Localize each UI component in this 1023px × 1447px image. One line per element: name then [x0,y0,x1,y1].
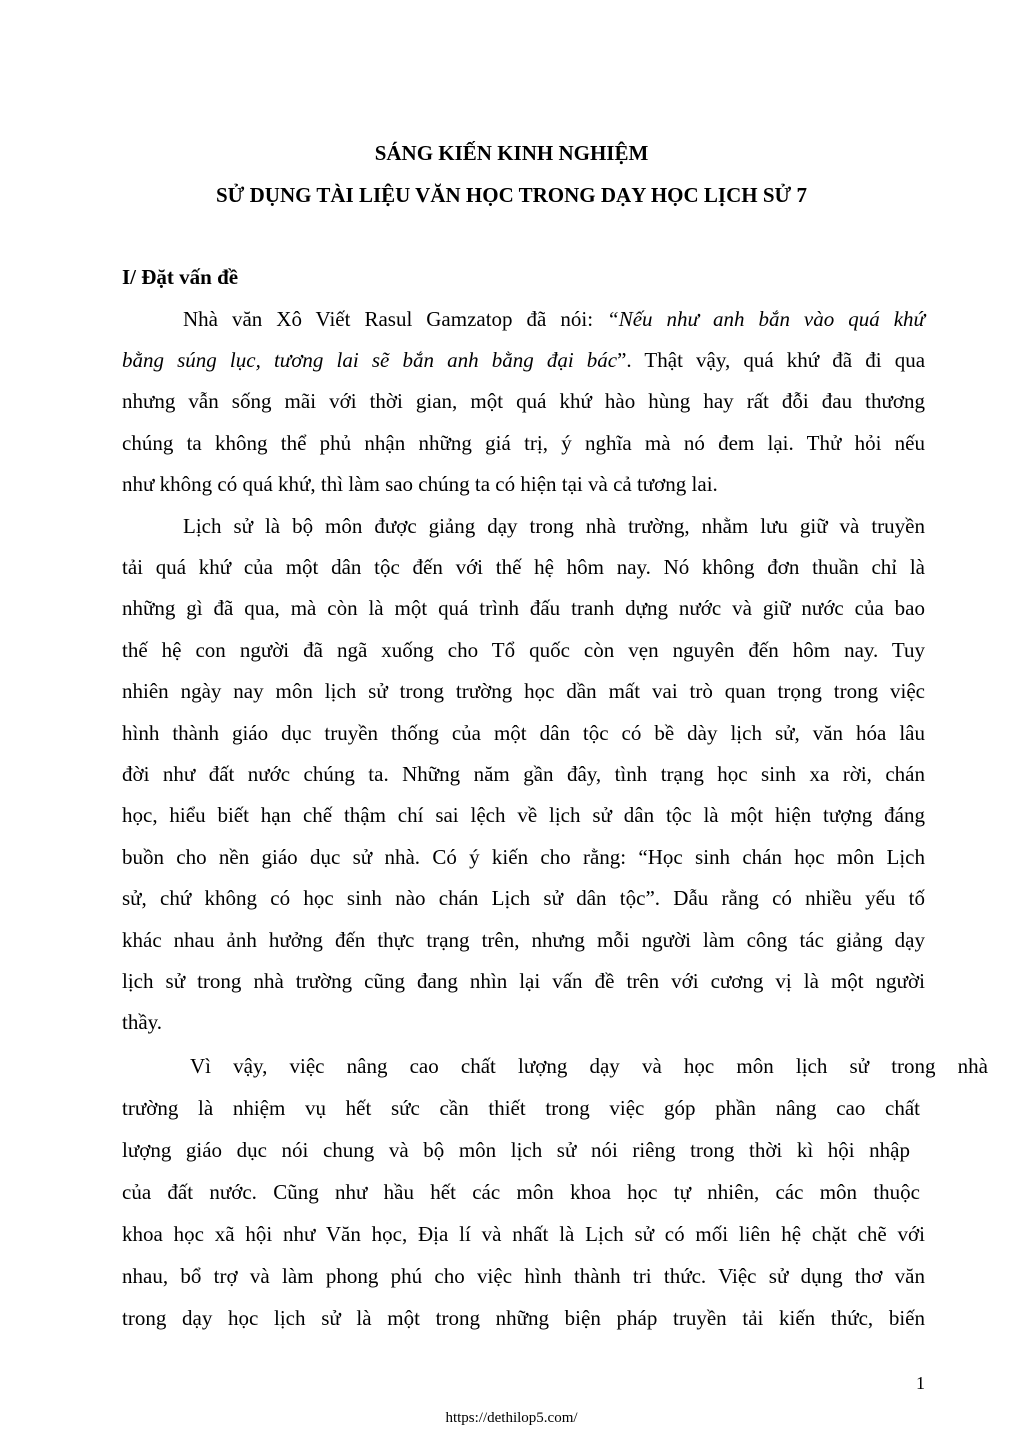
paragraph-line: nhiên ngày nay môn lịch sử trong trường học dần mất vai trò quan trọng trong việc [122,679,925,703]
paragraph-line [122,346,925,374]
paragraph-line: Lịch sử là bộ môn được giảng dạy trong nhà trường, nhằm lưu giữ và truyền [183,514,925,538]
document-title: SÁNG KIẾN KINH NGHIỆM [374,141,649,165]
paragraph-line: nhưng vẫn sống mãi với thời gian, một quá khứ hào hùng hay rất đỗi đau thương [122,389,925,413]
paragraph-line: trong dạy học lịch sử là một trong những biện pháp truyền tải kiến thức, biến [122,1306,925,1330]
paragraph-line: lịch sử trong nhà trường cũng đang nhìn lại vấn đề trên với cương vị là một người [122,969,925,993]
section-heading: I/ Đặt vấn đề [122,265,239,289]
page-number: 1 [916,1373,925,1393]
paragraph-line: khoa học xã hội như Văn học, Địa lí và nhất là Lịch sử có mối liên hệ chặt chẽ với [122,1222,925,1246]
paragraph-line: đời như đất nước chúng ta. Những năm gần đây, tình trạng học sinh xa rời, chán [122,762,925,786]
footer-link[interactable]: https://dethilop5.com/ [445,1410,578,1426]
paragraph-line: chúng ta không thể phủ nhận những giá trị, ý nghĩa mà nó đem lại. Thử hỏi nếu [122,431,925,455]
paragraph-line: học, hiểu biết hạn chế thậm chí sai lệch về lịch sử dân tộc là một hiện tượng đáng [122,803,925,827]
paragraph-line: những gì đã qua, mà còn là một quá trình đấu tranh dựng nước và giữ nước của bao [122,596,925,620]
text-run: ”. Thật vậy, quá khứ đã đi qua [617,348,926,372]
paragraph-line: của đất nước. Cũng như hầu hết các môn khoa học tự nhiên, các môn thuộc [122,1180,920,1204]
paragraph-line [122,305,925,333]
paragraph-line: lượng giáo dục nói chung và bộ môn lịch sử nói riêng trong thời kì hội nhập [122,1138,910,1162]
paragraph-line: thế hệ con người đã ngã xuống cho Tổ quốc còn vẹn nguyên đến hôm nay. Tuy [122,638,925,662]
paragraph-line: tải quá khứ của một dân tộc đến với thế hệ hôm nay. Nó không đơn thuần chỉ là [122,555,925,579]
paragraph-line: nhau, bổ trợ và làm phong phú cho việc hình thành tri thức. Việc sử dụng thơ văn [122,1264,925,1288]
paragraph-line: Vì vậy, việc nâng cao chất lượng dạy và học môn lịch sử trong nhà [190,1054,988,1078]
quote-text: “Nếu như anh bắn vào quá khứ [607,307,925,331]
paragraph-line: sử, chứ không có học sinh nào chán Lịch sử dân tộc”. Dẫu rằng có nhiều yếu tố [122,886,925,910]
paragraph-line: hình thành giáo dục truyền thống của một dân tộc có bề dày lịch sử, văn hóa lâu [122,721,925,745]
paragraph-line: thầy. [122,1010,163,1034]
text-run: Nhà văn Xô Viết Rasul Gamzatop đã nói: [183,307,608,331]
paragraph-line: buồn cho nền giáo dục sử nhà. Có ý kiến cho rằng: “Học sinh chán học môn Lịch [122,845,925,869]
document-subtitle: SỬ DỤNG TÀI LIỆU VĂN HỌC TRONG DẠY HỌC LỊCH SỬ 7 [216,183,807,207]
quote-text: bằng súng lục, tương lai sẽ bắn anh bằng đại bác [122,348,618,372]
paragraph-line: như không có quá khứ, thì làm sao chúng ta có hiện tại và cả tương lai. [122,472,718,496]
paragraph-line: khác nhau ảnh hưởng đến thực trạng trên, nhưng mỗi người làm công tác giảng dạy [122,928,925,952]
paragraph-line: trường là nhiệm vụ hết sức cần thiết trong việc góp phần nâng cao chất [122,1096,920,1120]
